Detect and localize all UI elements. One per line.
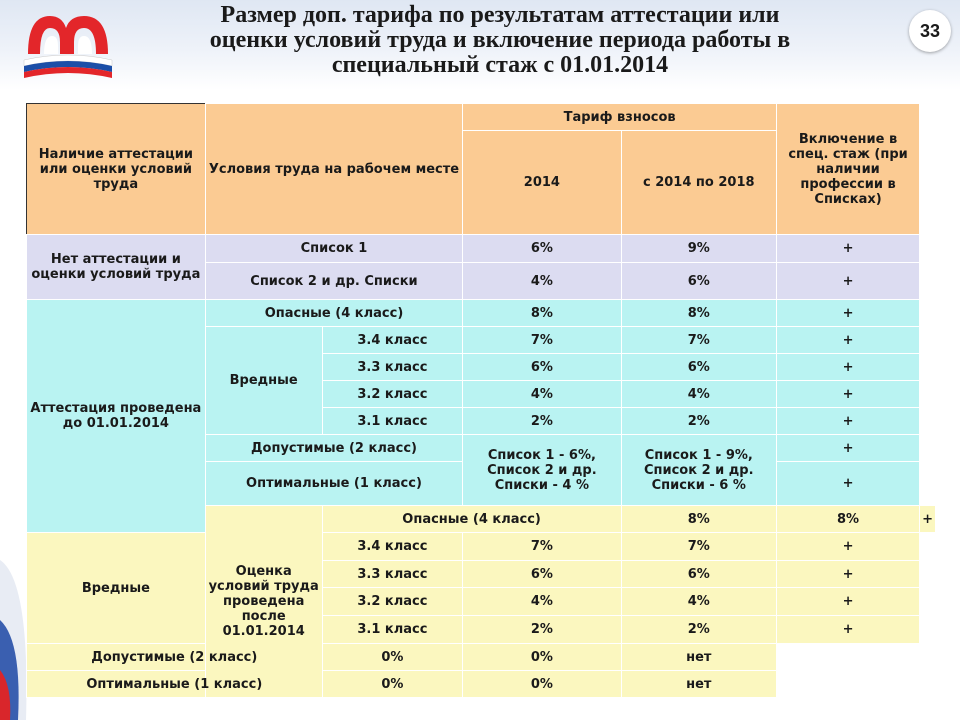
after-harmful-incl: +: [776, 588, 919, 616]
before-merged-2018: Список 1 - 9%, Список 2 и др. Списки - 6 %: [621, 435, 776, 506]
pfr-logo-icon: [22, 6, 114, 80]
after-harmful-class: 3.4 класс: [322, 533, 463, 561]
header-2014-2018: с 2014 по 2018: [621, 131, 776, 235]
before-harmful-incl: +: [776, 354, 919, 381]
after-dangerous: Опасные (4 класс): [322, 506, 621, 533]
after-harmful-incl: +: [776, 616, 919, 644]
after-dangerous-2018: 8%: [776, 506, 919, 533]
after-optimal: Оптимальные (1 класс): [27, 671, 323, 698]
before-harmful-2018: 2%: [621, 408, 776, 435]
after-optimal-2014: 0%: [322, 671, 463, 698]
slide-title: [130, 3, 870, 78]
before-harmful-incl: +: [776, 408, 919, 435]
none-cond-2: Список 2 и др. Списки: [205, 263, 462, 300]
before-harmful-2014: 2%: [463, 408, 621, 435]
after-acceptable-2018: 0%: [463, 644, 621, 671]
after-harmful-class: 3.2 класс: [322, 588, 463, 616]
before-harmful-2014: 6%: [463, 354, 621, 381]
after-acceptable-2014: 0%: [322, 644, 463, 671]
none-2014-1: 6%: [463, 235, 621, 263]
after-optimal-2018: 0%: [463, 671, 621, 698]
after-harmful-2018: 2%: [621, 616, 776, 644]
before-harmful-class: 3.1 класс: [322, 408, 463, 435]
after-harmful-class: 3.3 класс: [322, 561, 463, 588]
slide-header: [0, 0, 960, 90]
before-dangerous-incl: +: [776, 300, 919, 327]
after-harmful-2018: 4%: [621, 588, 776, 616]
after-harmful-class: 3.1 класс: [322, 616, 463, 644]
section-after-label: Оценка условий труда проведена после 01.01.2014: [205, 506, 322, 698]
before-harmful-2018: 4%: [621, 381, 776, 408]
before-optimal-incl: +: [776, 462, 919, 506]
none-cond-1: Список 1: [205, 235, 462, 263]
before-merged-2014: Список 1 - 6%, Список 2 и др. Списки - 4 %: [463, 435, 621, 506]
after-dangerous-2014: 8%: [621, 506, 776, 533]
after-harmful-incl: +: [776, 533, 919, 561]
after-acceptable-incl: нет: [621, 644, 776, 671]
after-dangerous-incl: +: [920, 506, 936, 533]
after-harmful-label: Вредные: [27, 533, 206, 644]
before-acceptable-incl: +: [776, 435, 919, 462]
before-dangerous: Опасные (4 класс): [205, 300, 462, 327]
before-harmful-incl: +: [776, 327, 919, 354]
after-harmful-incl: +: [776, 561, 919, 588]
none-2018-2: 6%: [621, 263, 776, 300]
none-incl-1: +: [776, 235, 919, 263]
after-acceptable: Допустимые (2 класс): [27, 644, 323, 671]
before-acceptable: Допустимые (2 класс): [205, 435, 462, 462]
none-2014-2: 4%: [463, 263, 621, 300]
before-harmful-class: 3.3 класс: [322, 354, 463, 381]
section-before-label: Аттестация проведена до 01.01.2014: [27, 300, 206, 533]
after-optimal-incl: нет: [621, 671, 776, 698]
before-harmful-label: Вредные: [205, 327, 322, 435]
after-harmful-2018: 7%: [621, 533, 776, 561]
header-presence: Наличие аттестации или оценки условий труда: [27, 104, 206, 235]
before-dangerous-2014: 8%: [463, 300, 621, 327]
tariff-table: [26, 103, 936, 698]
before-harmful-class: 3.2 класс: [322, 381, 463, 408]
slide-number-badge: 33: [909, 10, 951, 52]
section-none-label: Нет аттестации и оценки условий труда: [27, 235, 206, 300]
before-harmful-2018: 6%: [621, 354, 776, 381]
before-harmful-2018: 7%: [621, 327, 776, 354]
after-harmful-2014: 6%: [463, 561, 621, 588]
title-line-3: специальный стаж с 01.01.2014: [331, 52, 669, 78]
after-harmful-2014: 2%: [463, 616, 621, 644]
none-incl-2: +: [776, 263, 919, 300]
before-optimal: Оптимальные (1 класс): [205, 462, 462, 506]
before-harmful-class: 3.4 класс: [322, 327, 463, 354]
before-harmful-incl: +: [776, 381, 919, 408]
before-dangerous-2018: 8%: [621, 300, 776, 327]
after-harmful-2018: 6%: [621, 561, 776, 588]
header-tariff: Тариф взносов: [463, 104, 777, 131]
none-2018-1: 9%: [621, 235, 776, 263]
after-harmful-2014: 7%: [463, 533, 621, 561]
after-harmful-2014: 4%: [463, 588, 621, 616]
header-2014: 2014: [463, 131, 621, 235]
header-inclusion: Включение в спец. стаж (при наличии профессии в Списках): [776, 104, 919, 235]
before-harmful-2014: 7%: [463, 327, 621, 354]
title-line-2: оценки условий труда и включение периода работы в: [209, 27, 791, 53]
before-harmful-2014: 4%: [463, 381, 621, 408]
title-line-1: Размер доп. тарифа по результатам аттестации или: [220, 2, 780, 28]
header-conditions: Условия труда на рабочем месте: [205, 104, 462, 235]
